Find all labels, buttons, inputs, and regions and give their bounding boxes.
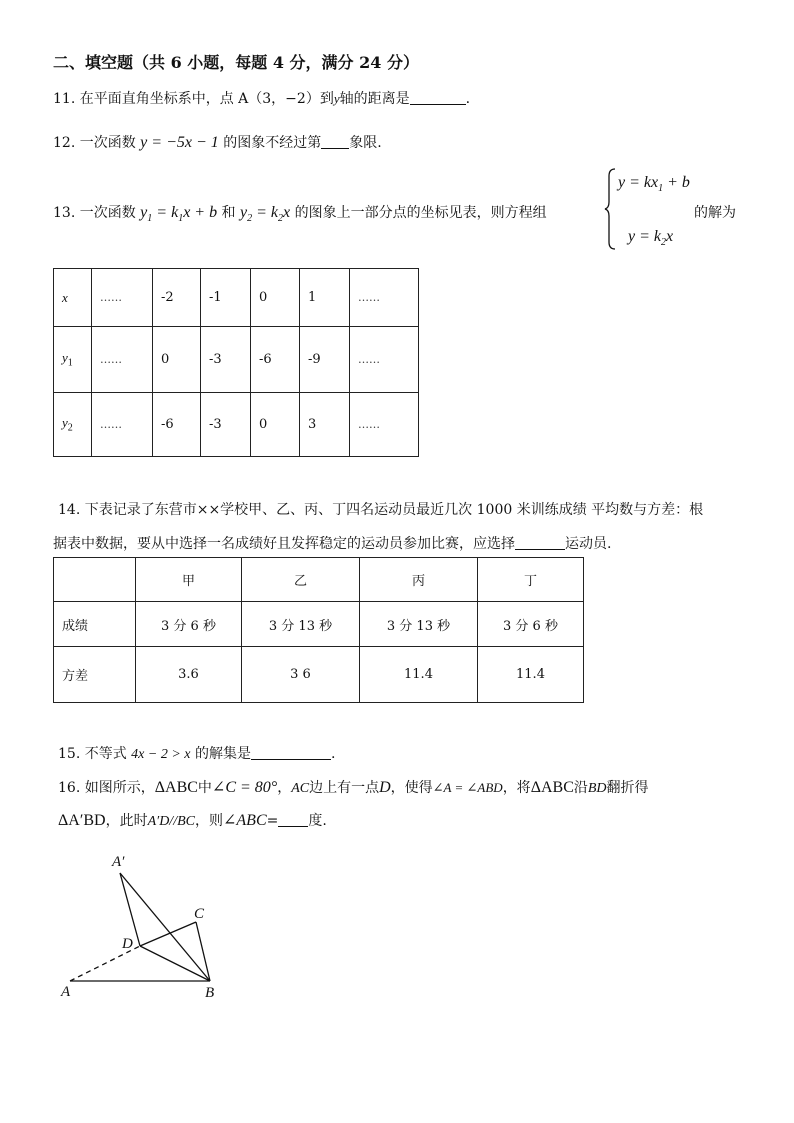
question-text: 沿 [573,780,588,796]
question-text: 下表记录了东营市××学校甲、乙、丙、丁四名运动员最近几次 1000 米训练成绩 平均数与方差：根 [84,502,704,518]
question-text: 的解集是 [194,746,251,762]
segment-ac: AC [291,781,310,796]
question-text: 不等式 [84,746,127,762]
table-cell: -3 [201,327,251,393]
table-cell: …… [92,269,153,327]
section-title: 二、填空题（共 6 小题，每题 4 分，满分 24 分） [53,53,419,72]
point-d: D [379,779,391,796]
triangle-abc: ΔABC [530,779,574,796]
question-text: ，将 [502,780,531,796]
table-cell: 0 [251,393,300,457]
row-label: $y_2$ [54,393,92,457]
equation-system-line-2: $y = k_2x$ [628,228,674,249]
row-label: 成绩 [54,602,136,647]
question-text: 轴的距离是 [339,91,410,107]
table-cell: -9 [300,327,350,393]
question-number: 15. [58,746,81,762]
question-text: ， [277,780,292,796]
table-cell: 3 分 13 秒 [360,602,478,647]
question-text: 的图象不经过第 [223,135,322,151]
question-text: 中 [197,780,212,796]
row-label: 方差 [54,647,136,703]
question-text: 在平面直角坐标系中，点 A（3，−2）到 [79,91,334,107]
table-cell: 3 分 13 秒 [242,602,360,647]
question-text: ，则 [194,813,223,829]
table-cell: 0 [251,269,300,327]
table-cell: 3 分 6 秒 [136,602,242,647]
table-cell: -2 [153,269,201,327]
question-text: 一次函数 [79,205,136,221]
question-text: 度. [308,813,327,829]
question-text: ，使得 [390,780,433,796]
segment-bd: BD [587,781,607,796]
question-text: 象限. [349,135,382,151]
question-text: 边上有一点 [309,780,380,796]
question-text: 一次函数 [79,135,136,151]
table-cell: -3 [201,393,251,457]
table-cell: …… [350,393,419,457]
question-text: 和 [221,205,236,221]
column-header: 乙 [242,558,360,602]
table-cell: 11.4 [478,647,584,703]
question-number: 11. [53,91,76,107]
table-cell: 3 6 [242,647,360,703]
question-text: 如图所示， [84,780,155,796]
segment-a-prime-b [120,873,210,981]
question-number: 13. [53,205,76,221]
question-text: 的图象上一部分点的坐标见表，则方程组 [294,205,547,221]
segment-d-b [140,946,210,981]
question-text: 据表中数据，要从中选择一名成绩好且发挥稳定的运动员参加比赛，应选择 [53,536,515,552]
label-d: D [122,936,133,952]
label-a-prime: A′ [112,854,125,870]
column-header: 甲 [136,558,242,602]
question-text: = [266,813,279,829]
angle-c: ∠C = 80° [211,779,278,796]
question-end: . [465,91,471,107]
table-cell: 3.6 [136,647,242,703]
table-cell: 1 [300,269,350,327]
axis-label: y [333,91,340,106]
question-end: . [330,746,336,762]
formula: 4x − 2 > x [131,747,191,762]
question-number: 16. [58,780,81,796]
label-a: A [61,984,71,1000]
column-header: 丙 [360,558,478,602]
formula: y = −5x − 1 [140,134,219,151]
table-cell: -1 [201,269,251,327]
parallel-condition: A′D//BC [147,814,195,829]
segment-d-c [140,922,196,946]
table-cell: …… [92,393,153,457]
table-cell: 11.4 [360,647,478,703]
table-cell: …… [92,327,153,393]
triangle-abc: ΔABC [154,779,198,796]
triangle-a-prime-bd: ΔA′BD [58,812,106,829]
table-cell: -6 [153,393,201,457]
equation-system-line-1: $y = kx_1 + b$ [618,174,690,195]
label-c: C [194,906,205,922]
table-cell: …… [350,269,419,327]
angle-equation: ∠A = ∠ABD [432,780,503,795]
table-cell: 0 [153,327,201,393]
table-cell: 3 分 6 秒 [478,602,584,647]
table-cell: …… [350,327,419,393]
formula-y2: $y_2 = k_2x$ [240,204,291,225]
question-text: 的解为 [694,205,736,221]
table-cell: 3 [300,393,350,457]
table-cell: -6 [251,327,300,393]
column-header: 丁 [478,558,584,602]
row-label: $y_1$ [54,327,92,393]
formula-y1: $y_1 = k_1x + b$ [140,204,218,225]
angle-abc: ∠ABC [222,812,267,829]
label-b: B [205,985,215,1001]
question-text: ，此时 [105,813,148,829]
question-number: 14. [58,502,81,518]
question-text: 翻折得 [606,780,649,796]
question-text: 运动员. [565,536,612,552]
row-label: x [54,269,92,327]
question-number: 12. [53,135,76,151]
